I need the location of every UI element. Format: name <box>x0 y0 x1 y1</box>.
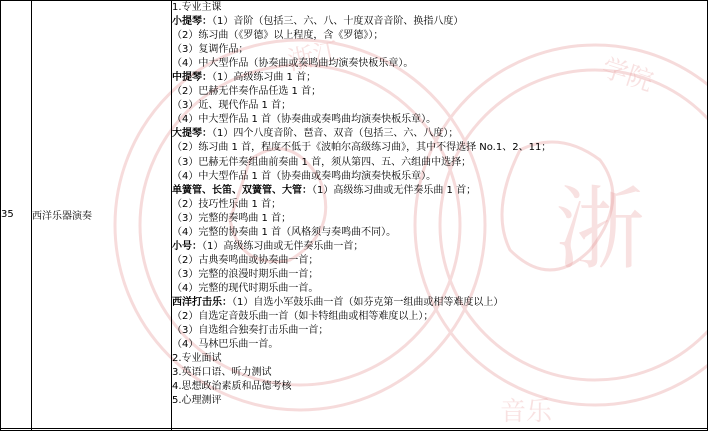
table-row <box>1 1 708 429</box>
row-number: 35 <box>1 1 32 429</box>
content-line <box>172 240 707 254</box>
content-text: （1）高级练习曲或无伴奏乐曲一首； <box>202 240 364 252</box>
content-text: （1）高级练习曲或无伴奏乐曲 1 首； <box>312 184 477 196</box>
content-text: （2）练习曲 1 首，程度不低于《波帕尔高级练习曲》，其中不得选择 No.1、2、11； <box>172 142 552 154</box>
exam-content <box>172 1 708 429</box>
content-line <box>172 254 707 268</box>
content-line <box>172 113 707 127</box>
content-text: （1）自选小军鼓乐曲一首（如芬克第一组曲或相等难度以上） <box>232 296 504 308</box>
content-text: （4）马林巴乐曲一首。 <box>172 339 279 351</box>
content-text: 3.英语口语、听力测试 <box>172 367 272 379</box>
content-text: （4）中大型作品 1 首（协奏曲或奏鸣曲均演奏快板乐章）。 <box>172 114 437 126</box>
instrument-label: 单簧管、长笛、双簧管、大管： <box>172 184 312 196</box>
content-line <box>172 57 707 71</box>
content-text: （4）中大型作品（协奏曲或奏鸣曲均演奏快板乐章）。 <box>172 58 414 70</box>
content-line <box>172 127 707 141</box>
content-text: （2）练习曲（《罗德》以上程度，含《罗德》）； <box>172 30 384 42</box>
watermark-text-right: 学院 <box>597 53 657 98</box>
content-line <box>172 156 707 170</box>
table-row-next <box>1 429 708 431</box>
content-text: （2）自选定音鼓乐曲一首（如卡特组曲或相等难度以上）； <box>172 311 434 323</box>
instrument-label: 小提琴： <box>172 16 212 28</box>
content-line <box>172 296 707 310</box>
content-text: （3）复调作品； <box>172 44 249 56</box>
content-text: （1）音阶（包括三、六、八、十度双音音阶、换指八度） <box>212 16 464 28</box>
instrument-label: 小号： <box>172 240 202 252</box>
content-line <box>172 366 707 380</box>
content-text: 2.专业面试 <box>172 353 222 365</box>
content-text: （4）中大型作品 1 首（协奏曲或奏鸣曲均演奏快板乐章）。 <box>172 170 437 182</box>
instrument-label: 中提琴： <box>172 72 212 84</box>
content-line <box>172 71 707 85</box>
content-text: （4）完整的协奏曲 1 首（风格须与奏鸣曲不同）。 <box>172 226 397 238</box>
content-line <box>172 380 707 394</box>
content-line <box>172 141 707 155</box>
program-name: 西洋乐器演奏 <box>32 1 172 429</box>
content-text: （2）古典奏鸣曲或协奏曲一首； <box>172 254 319 266</box>
content-text: （2）技巧性乐曲 1 首； <box>172 198 282 210</box>
content-line <box>172 1 707 15</box>
instrument-label: 西洋打击乐： <box>172 296 232 308</box>
content-line <box>172 352 707 366</box>
watermark-text-left: 浙江 <box>285 36 343 77</box>
content-text: （3）近、现代作品 1 首； <box>172 100 292 112</box>
content-line <box>172 170 707 184</box>
content-line <box>172 184 707 198</box>
content-text: （4）完整的现代时期乐曲一首。 <box>172 282 319 294</box>
content-line <box>172 99 707 113</box>
content-line <box>172 268 707 282</box>
content-line <box>172 310 707 324</box>
watermark-initial: 浙 <box>555 177 645 282</box>
content-line <box>172 324 707 338</box>
content-line <box>172 85 707 99</box>
content-text: 1.专业主课 <box>172 2 222 13</box>
content-line <box>172 15 707 29</box>
content-text: （3）巴赫无伴奏组曲前奏曲 1 首，须从第四、五、六组曲中选择； <box>172 156 472 168</box>
content-line <box>172 43 707 57</box>
content-line <box>172 394 707 408</box>
content-text: （2）巴赫无伴奏作品任选 1 首； <box>172 86 322 98</box>
content-text: （3）自选组合独奏打击乐曲一首； <box>172 325 329 337</box>
content-line <box>172 198 707 212</box>
watermark-text-bottom: 音乐 <box>500 397 553 427</box>
content-text: 5.心理测评 <box>172 395 222 407</box>
content-line <box>172 282 707 296</box>
content-line <box>172 338 707 352</box>
content-text: （1）高级练习曲 1 首； <box>212 72 317 84</box>
content-text: （3）完整的奏鸣曲 1 首； <box>172 212 292 224</box>
content-text: （3）完整的浪漫时期乐曲一首； <box>172 268 319 280</box>
instrument-label: 大提琴： <box>172 128 212 140</box>
content-text: （1）四个八度音阶、琶音、双音（包括三、六、八度）； <box>212 128 459 140</box>
content-text: 4.思想政治素质和品德考核 <box>172 381 292 393</box>
content-line <box>172 226 707 240</box>
content-line <box>172 29 707 43</box>
content-line <box>172 212 707 226</box>
